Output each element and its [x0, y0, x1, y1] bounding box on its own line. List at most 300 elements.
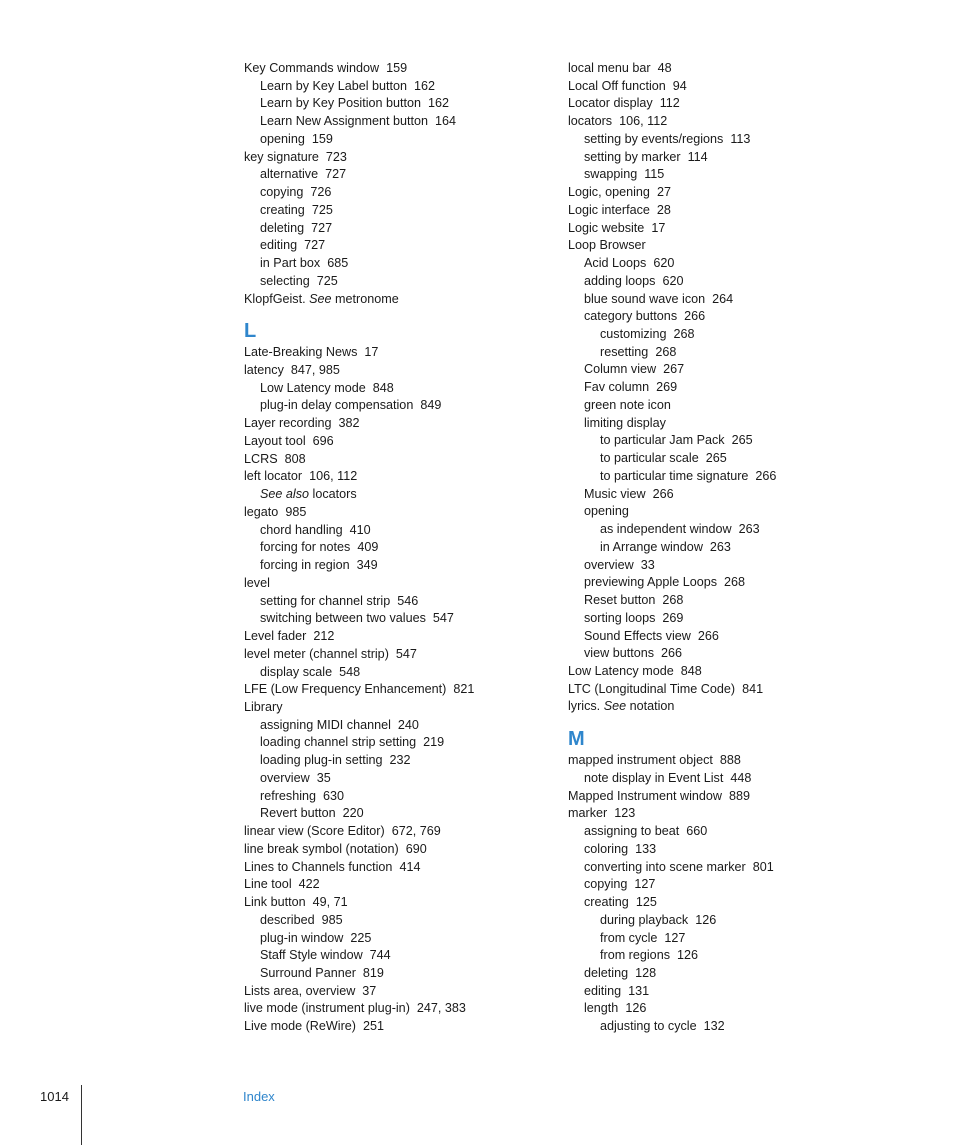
entry-page-refs[interactable]: 690 [405, 841, 427, 856]
entry-term: Logic interface [568, 202, 650, 217]
entry-page-refs[interactable]: 212 [313, 629, 335, 644]
entry-term: Logic, opening [568, 185, 650, 200]
entry-term: Key Commands window [244, 61, 380, 75]
index-subentry [244, 717, 544, 735]
entry-term: Reset button [584, 593, 656, 608]
entry-term: Sound Effects view [584, 628, 691, 643]
index-subentry [568, 503, 868, 521]
footer-divider [81, 1085, 82, 1145]
entry-page-refs[interactable]: 819 [362, 965, 384, 980]
index-subentry [568, 841, 868, 859]
entry-term: Lines to Channels function [244, 859, 393, 874]
entry-page-refs[interactable]: 126 [677, 948, 699, 963]
entry-page-refs[interactable]: 164 [435, 114, 457, 129]
entry-page-refs[interactable]: 744 [369, 948, 391, 963]
entry-page-refs[interactable]: 126 [695, 912, 717, 927]
entry-page-refs[interactable]: 726 [310, 185, 332, 200]
entry-page-refs[interactable]: 725 [316, 273, 338, 288]
index-subentry [568, 273, 868, 291]
index-entry [568, 78, 868, 96]
index-letter-heading: L [244, 320, 257, 343]
index-subentry [568, 432, 868, 450]
index-subentry [244, 539, 544, 557]
entry-page-refs[interactable]: 422 [298, 877, 320, 892]
entry-page-refs[interactable]: 672, 769 [391, 824, 441, 839]
entry-page-refs[interactable]: 265 [705, 451, 727, 466]
entry-page-refs[interactable]: 266 [697, 628, 719, 643]
entry-page-refs[interactable]: 125 [635, 895, 657, 910]
entry-term: Layer recording [244, 416, 332, 431]
entry-term: limiting display [584, 415, 666, 430]
entry-term: key signature [244, 149, 319, 164]
entry-term: Acid Loops [584, 256, 647, 271]
entry-page-refs[interactable]: 841 [742, 681, 764, 696]
entry-page-refs[interactable]: 48 [657, 61, 672, 75]
entry-term: in Arrange window [600, 539, 703, 554]
index-subentry [568, 468, 868, 486]
entry-term: Learn by Key Position button [260, 96, 422, 111]
entry-term: chord handling [260, 522, 343, 537]
entry-term: live mode (instrument plug-in) [244, 1001, 410, 1016]
entry-page-refs[interactable]: 410 [349, 522, 371, 537]
entry-term: copying [260, 185, 304, 200]
index-subentry [568, 574, 868, 592]
entry-page-refs[interactable]: 132 [703, 1019, 725, 1034]
entry-term: Column view [584, 362, 657, 377]
entry-term: forcing for notes [260, 540, 351, 555]
index-entry [244, 504, 544, 522]
index-subentry [244, 947, 544, 965]
entry-term: Fav column [584, 380, 650, 395]
entry-page-refs[interactable]: 546 [397, 593, 419, 608]
entry-term: LFE (Low Frequency Enhancement) [244, 682, 447, 697]
entry-term: customizing [600, 327, 667, 342]
index-subentry [568, 947, 868, 965]
index-entry [244, 468, 544, 486]
entry-page-refs[interactable]: 985 [285, 504, 307, 519]
entry-page-refs[interactable]: 265 [731, 433, 753, 448]
index-subentry [244, 734, 544, 752]
entry-page-refs[interactable]: 131 [628, 983, 650, 998]
entry-page-refs[interactable]: 849 [420, 398, 442, 413]
entry-page-refs[interactable]: 49, 71 [312, 895, 348, 910]
entry-term: Learn New Assignment button [260, 114, 429, 129]
entry-page-refs[interactable]: 225 [350, 930, 372, 945]
entry-page-refs[interactable]: 696 [312, 433, 334, 448]
entry-term: Line tool [244, 877, 292, 892]
entry-page-refs[interactable]: 268 [673, 327, 695, 342]
index-subentry [244, 202, 544, 220]
index-subentry [568, 361, 868, 379]
index-subentry [244, 273, 544, 291]
entry-term: Low Latency mode [260, 380, 366, 395]
entry-page-refs[interactable]: 112 [659, 96, 680, 111]
entry-term: length [584, 1001, 619, 1016]
entry-term: overview [584, 557, 634, 572]
index-subentry [244, 788, 544, 806]
entry-page-refs[interactable]: 17 [364, 345, 379, 360]
index-subentry [568, 308, 868, 326]
entry-page-refs[interactable]: 848 [372, 380, 394, 395]
index-subentry [244, 131, 544, 149]
entry-term: coloring [584, 841, 629, 856]
entry-page-refs[interactable]: 382 [338, 416, 360, 431]
entry-term: editing [584, 983, 622, 998]
entry-term: sorting loops [584, 610, 656, 625]
page-number: 1014 [40, 1089, 69, 1104]
entry-term: line break symbol (notation) [244, 841, 399, 856]
entry-term: Live mode (ReWire) [244, 1019, 356, 1034]
entry-term: creating [584, 895, 629, 910]
index-subentry [568, 539, 868, 557]
entry-page-refs[interactable]: 162 [414, 78, 436, 93]
section-title[interactable]: Index [243, 1089, 275, 1104]
entry-term: to particular time signature [600, 468, 749, 483]
entry-term: to particular scale [600, 451, 699, 466]
index-entry [244, 876, 544, 894]
index-subentry [568, 610, 868, 628]
entry-term: previewing Apple Loops [584, 575, 718, 590]
entry-term: Late-Breaking News [244, 345, 358, 360]
entry-page-refs[interactable]: 266 [661, 646, 683, 661]
entry-term: opening [260, 131, 305, 146]
entry-term: editing [260, 238, 298, 253]
entry-term: linear view (Score Editor) [244, 824, 385, 839]
index-subentry [244, 770, 544, 788]
entry-page-refs[interactable]: 723 [325, 149, 347, 164]
entry-page-refs[interactable]: 28 [656, 202, 671, 217]
entry-page-refs[interactable]: 725 [311, 202, 333, 217]
entry-page-refs[interactable]: 159 [386, 61, 408, 75]
entry-page-refs[interactable]: 660 [686, 824, 708, 839]
entry-page-refs[interactable]: 115 [644, 167, 665, 182]
entry-page-refs[interactable]: 821 [453, 682, 475, 697]
index-entry [568, 681, 868, 699]
index-subentry [568, 770, 868, 788]
index-subentry [244, 166, 544, 184]
entry-page-refs[interactable]: 727 [311, 220, 333, 235]
index-subentry [568, 592, 868, 610]
entry-term: selecting [260, 273, 310, 288]
entry-page-refs[interactable]: 888 [719, 753, 741, 768]
index-subentry [568, 131, 868, 149]
entry-term: Music view [584, 486, 646, 501]
entry-term: from cycle [600, 930, 658, 945]
entry-term: opening [584, 504, 629, 519]
index-subentry [568, 521, 868, 539]
index-entry [244, 841, 544, 859]
index-subentry [568, 450, 868, 468]
entry-page-refs[interactable]: 547 [432, 611, 454, 626]
entry-page-refs[interactable]: 269 [662, 610, 684, 625]
entry-page-refs[interactable]: 685 [327, 256, 349, 271]
index-entry [244, 823, 544, 841]
entry-term: view buttons [584, 646, 655, 661]
index-subentry [568, 486, 868, 504]
entry-term: plug-in delay compensation [260, 398, 414, 413]
index-entry [244, 1000, 544, 1018]
entry-page-refs[interactable]: 35 [316, 770, 331, 785]
entry-term: from regions [600, 948, 670, 963]
entry-page-refs[interactable]: 133 [635, 841, 657, 856]
index-entry [244, 1018, 544, 1036]
entry-page-refs[interactable]: 349 [356, 558, 378, 573]
index-letter-heading: M [568, 728, 585, 751]
entry-term: Staff Style window [260, 948, 363, 963]
index-entry [244, 415, 544, 433]
index-entry [244, 628, 544, 646]
entry-term: deleting [260, 220, 305, 235]
entry-term: described [260, 912, 315, 927]
index-subentry [244, 237, 544, 255]
entry-page-refs[interactable]: 409 [357, 540, 379, 555]
index-entry [568, 113, 868, 131]
index-subentry [568, 645, 868, 663]
entry-page-refs[interactable]: 847, 985 [290, 363, 340, 378]
index-subentry [244, 113, 544, 131]
entry-term: Layout tool [244, 433, 306, 448]
entry-term: latency [244, 363, 284, 378]
index-subentry [244, 397, 544, 415]
index-entry [568, 788, 868, 806]
entry-page-refs[interactable]: 126 [625, 1001, 647, 1016]
entry-page-refs[interactable]: 801 [752, 859, 774, 874]
index-subentry [244, 752, 544, 770]
entry-term: adjusting to cycle [600, 1019, 697, 1034]
index-subentry [244, 912, 544, 930]
entry-page-refs[interactable]: 264 [712, 291, 734, 306]
index-subentry [568, 415, 868, 433]
index-subentry [568, 397, 868, 415]
index-entry [244, 646, 544, 664]
entry-page-refs[interactable]: 27 [656, 185, 671, 200]
index-entry [244, 451, 544, 469]
entry-term: Locator display [568, 96, 653, 111]
see-reference-target[interactable]: metronome [335, 291, 399, 306]
index-subentry [244, 184, 544, 202]
entry-term: level meter (channel strip) [244, 646, 389, 661]
index-entry [244, 60, 544, 78]
entry-page-refs[interactable]: 128 [635, 965, 657, 980]
entry-term: Local Off function [568, 78, 666, 93]
index-subentry [244, 486, 544, 504]
index-entry [244, 291, 544, 309]
entry-term: assigning to beat [584, 824, 680, 839]
entry-page-refs[interactable]: 240 [397, 717, 419, 732]
entry-term: adding loops [584, 273, 656, 288]
index-subentry [244, 930, 544, 948]
index-subentry [568, 823, 868, 841]
index-entry [568, 752, 868, 770]
entry-page-refs[interactable]: 267 [663, 362, 685, 377]
entry-page-refs[interactable]: 889 [729, 788, 751, 803]
entry-term: category buttons [584, 309, 678, 324]
entry-page-refs[interactable]: 547 [395, 646, 417, 661]
entry-term: Low Latency mode [568, 663, 674, 678]
index-entry [568, 220, 868, 238]
entry-term: display scale [260, 664, 333, 679]
index-entry [568, 202, 868, 220]
entry-term: to particular Jam Pack [600, 433, 725, 448]
index-subentry [244, 805, 544, 823]
index-subentry [244, 522, 544, 540]
entry-term: KlopfGeist. [244, 291, 306, 306]
see-reference-target[interactable]: notation [629, 699, 675, 714]
entry-page-refs[interactable]: 268 [662, 593, 684, 608]
index-subentry [568, 628, 868, 646]
index-subentry [568, 291, 868, 309]
index-entry [244, 433, 544, 451]
entry-page-refs[interactable]: 268 [655, 344, 677, 359]
index-subentry [568, 1018, 868, 1036]
entry-page-refs[interactable]: 123 [614, 806, 636, 821]
entry-term: plug-in window [260, 930, 344, 945]
entry-page-refs[interactable]: 159 [311, 131, 333, 146]
see-reference-label: See also [260, 487, 310, 502]
entry-term: Library [244, 699, 283, 714]
entry-page-refs[interactable]: 727 [325, 167, 347, 182]
entry-page-refs[interactable]: 630 [323, 788, 345, 803]
index-subentry [568, 149, 868, 167]
entry-term: deleting [584, 965, 629, 980]
index-subentry [568, 876, 868, 894]
index-subentry [568, 930, 868, 948]
entry-term: left locator [244, 469, 303, 484]
index-subentry [568, 379, 868, 397]
see-reference-label: See [603, 699, 627, 714]
entry-page-refs[interactable]: 263 [709, 539, 731, 554]
index-subentry [244, 557, 544, 575]
entry-page-refs[interactable]: 232 [389, 753, 411, 768]
entry-page-refs[interactable]: 94 [672, 78, 687, 93]
entry-page-refs[interactable]: 162 [428, 96, 450, 111]
entry-page-refs[interactable]: 106, 112 [619, 114, 668, 129]
entry-term: blue sound wave icon [584, 291, 706, 306]
entry-term: level [244, 575, 270, 590]
entry-term: note display in Event List [584, 770, 724, 785]
index-entry [244, 699, 544, 717]
entry-term: green note icon [584, 397, 671, 412]
entry-page-refs[interactable]: 33 [640, 557, 655, 572]
entry-term: loading channel strip setting [260, 735, 417, 750]
see-reference-label: See [309, 291, 332, 306]
entry-page-refs[interactable]: 263 [738, 522, 760, 537]
entry-term: setting for channel strip [260, 593, 391, 608]
entry-term: resetting [600, 344, 649, 359]
entry-term: Level fader [244, 629, 307, 644]
entry-term: legato [244, 504, 279, 519]
entry-page-refs[interactable]: 251 [362, 1019, 384, 1034]
index-entry [244, 149, 544, 167]
entry-term: Surround Panner [260, 965, 356, 980]
entry-page-refs[interactable]: 127 [634, 877, 656, 892]
entry-page-refs[interactable]: 219 [423, 735, 445, 750]
entry-term: Learn by Key Label button [260, 78, 408, 93]
entry-term: creating [260, 202, 305, 217]
index-subentry [568, 557, 868, 575]
entry-page-refs[interactable]: 727 [304, 238, 326, 253]
index-entry [244, 344, 544, 362]
entry-page-refs[interactable]: 266 [684, 309, 706, 324]
index-subentry [244, 255, 544, 273]
index-subentry [568, 859, 868, 877]
entry-page-refs[interactable]: 848 [680, 663, 702, 678]
entry-term: in Part box [260, 256, 321, 271]
entry-page-refs[interactable]: 548 [339, 664, 361, 679]
entry-page-refs[interactable]: 620 [662, 273, 684, 288]
entry-page-refs[interactable]: 808 [284, 451, 306, 466]
index-subentry [568, 912, 868, 930]
entry-page-refs[interactable]: 620 [653, 256, 675, 271]
index-subentry [244, 95, 544, 113]
entry-page-refs[interactable]: 113 [730, 131, 751, 146]
entry-term: Mapped Instrument window [568, 788, 723, 803]
entry-page-refs[interactable]: 269 [656, 380, 678, 395]
entry-page-refs[interactable]: 127 [664, 930, 686, 945]
index-entry [568, 95, 868, 113]
entry-page-refs[interactable]: 448 [730, 770, 752, 785]
entry-page-refs[interactable]: 17 [651, 220, 666, 235]
entry-page-refs[interactable]: 220 [342, 806, 364, 821]
index-entry [244, 983, 544, 1001]
entry-term: overview [260, 770, 310, 785]
entry-page-refs[interactable]: 268 [724, 575, 746, 590]
index-entry [244, 575, 544, 593]
entry-page-refs[interactable]: 985 [321, 912, 343, 927]
entry-page-refs[interactable]: 37 [362, 983, 377, 998]
entry-page-refs[interactable]: 114 [687, 149, 708, 164]
entry-term: assigning MIDI channel [260, 717, 391, 732]
entry-term: Logic website [568, 220, 645, 235]
index-entry [568, 698, 868, 716]
entry-page-refs[interactable]: 266 [755, 468, 777, 483]
index-subentry [568, 983, 868, 1001]
entry-term: Link button [244, 895, 306, 910]
entry-term: setting by events/regions [584, 131, 724, 146]
entry-term: during playback [600, 912, 689, 927]
index-subentry [568, 894, 868, 912]
see-reference-target[interactable]: locators [312, 487, 357, 502]
entry-term: copying [584, 877, 628, 892]
entry-term: refreshing [260, 788, 317, 803]
entry-term: LCRS [244, 451, 278, 466]
index-subentry [568, 965, 868, 983]
index-entry [568, 237, 868, 255]
entry-term: forcing in region [260, 558, 350, 573]
entry-term: alternative [260, 167, 319, 182]
index-subentry [568, 1000, 868, 1018]
index-column-right [568, 60, 868, 1036]
entry-page-refs[interactable]: 106, 112 [309, 469, 358, 484]
entry-term: Loop Browser [568, 238, 646, 253]
entry-term: LTC (Longitudinal Time Code) [568, 681, 736, 696]
index-subentry [568, 255, 868, 273]
entry-term: lyrics. [568, 699, 601, 714]
entry-page-refs[interactable]: 247, 383 [416, 1001, 466, 1016]
index-subentry [244, 965, 544, 983]
index-entry [568, 184, 868, 202]
index-subentry [244, 78, 544, 96]
index-subentry [568, 166, 868, 184]
index-entry [568, 663, 868, 681]
index-subentry [568, 326, 868, 344]
index-entry [568, 805, 868, 823]
entry-term: marker [568, 806, 608, 821]
entry-page-refs[interactable]: 414 [399, 859, 421, 874]
index-column-left [244, 60, 544, 1036]
index-subentry [244, 220, 544, 238]
entry-page-refs[interactable]: 266 [652, 486, 674, 501]
